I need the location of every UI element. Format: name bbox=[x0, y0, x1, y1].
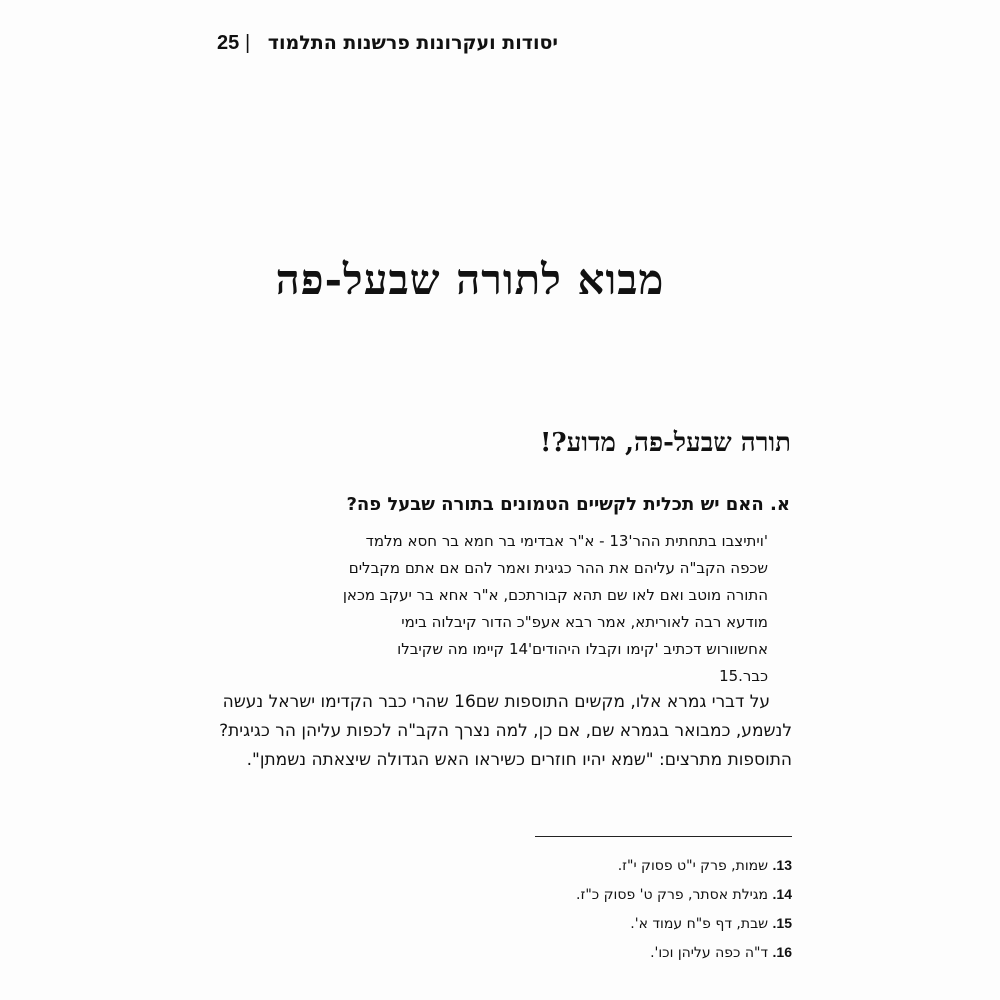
subsection-heading: א. האם יש תכלית לקשיים הטמונים בתורה שבעל פה? bbox=[346, 494, 790, 515]
quote-line: כבר.15 bbox=[719, 667, 768, 685]
running-header-title: יסודות ועקרונות פרשנות התלמוד bbox=[267, 32, 558, 54]
chapter-title: מבוא לתורה שבעל-פה bbox=[275, 255, 665, 304]
footnote-text: מגילת אסתר, פרק ט' פסוק כ"ז. bbox=[576, 887, 769, 903]
footnote-number: 15. bbox=[772, 915, 792, 931]
footnote bbox=[292, 880, 792, 909]
quote-line: התורה מוטב ואם לאו שם תהא קבורתכם, א"ר אחא בר יעקב מכאן bbox=[342, 586, 768, 604]
footnote-text: ד"ה כפה עליהן וכו'. bbox=[650, 945, 769, 961]
footnote-text: שמות, פרק י"ט פסוק י"ז. bbox=[617, 858, 769, 874]
footnote-number: 16. bbox=[772, 944, 792, 960]
body-line: לנשמע, כמבואר בגמרא שם, אם כן, למה נצרך הקב"ה לכפות עליהן הר כגיגית? bbox=[219, 721, 792, 741]
quote-line: מודעא רבה לאוריתא, אמר רבא אעפ"כ הדור קיבלוה בימי bbox=[401, 613, 768, 631]
page-number: 25 bbox=[217, 32, 240, 54]
footnote-text: שבת, דף פ"ח עמוד א'. bbox=[630, 916, 769, 932]
running-header bbox=[0, 30, 1000, 60]
footnote bbox=[292, 938, 792, 967]
footnote-number: 14. bbox=[772, 886, 792, 902]
footnote bbox=[292, 909, 792, 938]
footnote-divider bbox=[535, 836, 792, 837]
footnotes bbox=[292, 851, 792, 967]
header-separator: | bbox=[245, 32, 251, 54]
quote-line: 'ויתיצבו בתחתית ההר'13 - א"ר אבדימי בר חמא בר חסא מלמד bbox=[365, 532, 768, 550]
quote-line: שכפה הקב"ה עליהם את ההר כגיגית ואמר להם אם אתם מקבלים bbox=[348, 559, 768, 577]
talmud-quote bbox=[318, 528, 768, 690]
body-line: על דברי גמרא אלו, מקשים התוספות שם16 שהרי כבר הקדימו ישראל נעשה bbox=[222, 692, 770, 712]
body-paragraph bbox=[202, 688, 792, 775]
section-heading: תורה שבעל-פה, מדוע?! bbox=[539, 428, 791, 458]
footnote bbox=[292, 851, 792, 880]
footnote-number: 13. bbox=[772, 857, 792, 873]
body-line: התוספות מתרצים: "שמא יהיו חוזרים כשיראו האש הגדולה שיצאתה נשמתן". bbox=[246, 750, 792, 770]
quote-line: אחשוורוש דכתיב 'קימו וקבלו היהודים'14 קיימו מה שקיבלו bbox=[397, 640, 768, 658]
